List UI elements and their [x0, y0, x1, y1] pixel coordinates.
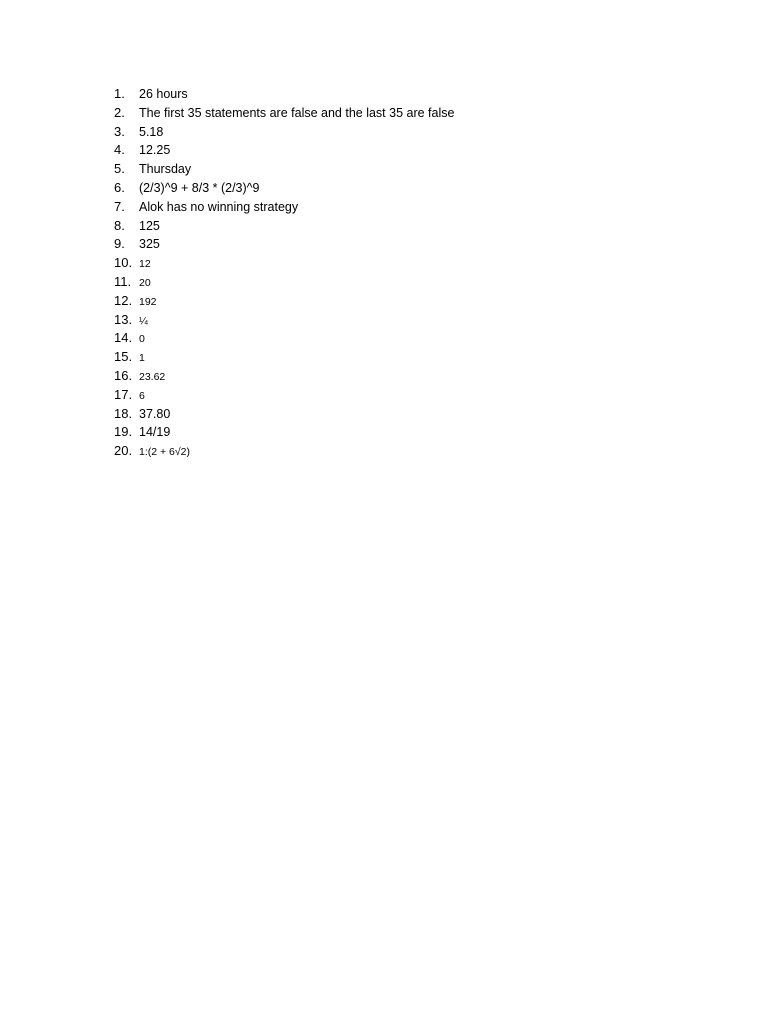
answer-text: 6: [139, 389, 145, 402]
answer-number: 5.: [114, 161, 125, 177]
answer-item-1: [114, 86, 674, 105]
answer-item-18: [114, 406, 674, 425]
answer-text: 26 hours: [139, 87, 188, 101]
answer-item-6: [114, 180, 674, 199]
answer-text: Alok has no winning strategy: [139, 199, 299, 214]
answer-number: 9.: [114, 236, 125, 252]
answer-number: 11.: [114, 273, 132, 289]
answer-list: [114, 86, 674, 462]
answer-number: 18.: [114, 405, 133, 421]
answer-item-12: [114, 293, 674, 312]
answer-text: 12: [139, 258, 151, 271]
answer-number: 15.: [114, 349, 133, 365]
answer-item-13: [114, 312, 674, 331]
answer-text: 5.18: [139, 124, 164, 139]
answer-item-14: [114, 330, 674, 349]
answer-text: The first 35 statements are false and the last 35 are false: [139, 105, 455, 120]
answer-number: 2.: [114, 104, 125, 120]
answer-item-2: [114, 105, 674, 124]
answer-number: 19.: [114, 424, 133, 440]
answer-number: 7.: [114, 198, 125, 214]
answer-text: 125: [139, 218, 160, 233]
answer-number: 17.: [114, 386, 133, 402]
answer-item-8: [114, 218, 674, 237]
answer-item-17: [114, 387, 674, 406]
answer-item-5: [114, 161, 674, 180]
answer-number: 8.: [114, 217, 125, 233]
answer-number: 16.: [114, 367, 133, 383]
answer-item-9: [114, 236, 674, 255]
answer-item-10: [114, 255, 674, 274]
answer-text: 12.25: [139, 143, 171, 158]
answer-number: 6.: [114, 179, 125, 195]
answer-text: 325: [139, 237, 160, 252]
answer-item-15: [114, 349, 674, 368]
answer-number: 13.: [114, 311, 133, 327]
answer-number: 12.: [114, 292, 133, 308]
answer-item-4: [114, 142, 674, 161]
answer-number: 14.: [114, 330, 133, 346]
answer-text: 37.80: [139, 406, 171, 421]
answer-number: 3.: [114, 123, 125, 139]
answer-text: 0: [139, 333, 145, 346]
answer-item-7: [114, 199, 674, 218]
answer-item-3: [114, 124, 674, 143]
answer-item-16: [114, 368, 674, 387]
answer-text: Thursday: [139, 162, 192, 177]
answer-text: (2/3)^9 + 8/3 * (2/3)^9: [139, 180, 260, 195]
answer-text: 23.62: [139, 370, 166, 383]
answer-text: 1: [139, 352, 145, 365]
answer-number: 20.: [114, 443, 133, 459]
answer-number: 10.: [114, 255, 133, 271]
answer-text: 1:(2 + 6√2): [139, 446, 190, 459]
answer-text: ¼: [139, 314, 148, 327]
answer-item-20: [114, 443, 674, 462]
answer-number: 1.: [114, 86, 125, 101]
answer-item-11: [114, 274, 674, 293]
answer-text: 14/19: [139, 425, 171, 440]
answer-text: 20: [139, 276, 151, 289]
answer-text: 192: [139, 295, 157, 308]
answer-number: 4.: [114, 142, 125, 158]
answer-item-19: [114, 424, 674, 443]
